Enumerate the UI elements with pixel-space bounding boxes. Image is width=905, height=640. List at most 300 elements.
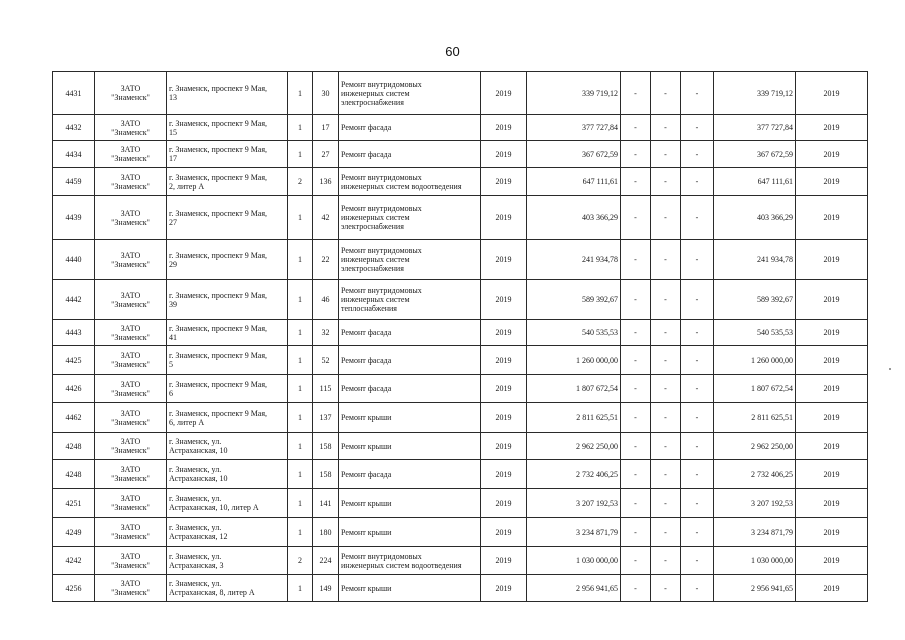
row-dash-3 <box>681 518 714 547</box>
row-total <box>714 433 796 460</box>
row-dash-2 <box>651 168 681 196</box>
row-id <box>53 403 95 433</box>
row-dash-1-text: - <box>634 384 637 393</box>
row-dash-1 <box>621 280 651 320</box>
row-org <box>95 489 167 518</box>
row-dash-1-text: - <box>634 123 637 132</box>
row-apartments <box>313 489 339 518</box>
row-id <box>53 460 95 489</box>
row-apartments <box>313 141 339 168</box>
row-work-type <box>339 196 481 240</box>
row-amount-text: 1 260 000,00 <box>576 355 618 365</box>
row-floors <box>288 196 313 240</box>
row-apartments <box>313 168 339 196</box>
row-end-year-text: 2019 <box>823 88 840 98</box>
row-org <box>95 141 167 168</box>
row-id-text: 4462 <box>65 413 82 422</box>
row-dash-2-text: - <box>664 149 667 159</box>
table-row <box>53 489 868 518</box>
row-dash-3-text: - <box>695 177 699 186</box>
table-row <box>53 72 868 115</box>
row-end-year-text: 2019 <box>823 413 840 422</box>
row-amount <box>527 433 621 460</box>
row-address <box>167 280 288 320</box>
row-dash-1 <box>621 168 651 196</box>
row-floors-text: 1 <box>298 149 302 159</box>
table-row <box>53 240 868 280</box>
row-total-text: 647 111,61 <box>757 177 793 186</box>
row-org-text: ЗАТО "Знаменск" <box>111 523 150 541</box>
row-apartments <box>313 196 339 240</box>
row-dash-1 <box>621 460 651 489</box>
row-year <box>481 489 527 518</box>
row-end-year <box>796 115 868 141</box>
table-row <box>53 547 868 575</box>
row-year <box>481 72 527 115</box>
row-work-type <box>339 575 481 602</box>
row-id-text: 4426 <box>65 384 82 393</box>
row-amount <box>527 240 621 280</box>
row-dash-3-text: - <box>695 255 699 264</box>
row-end-year <box>796 403 868 433</box>
row-dash-1-text: - <box>634 527 637 537</box>
row-address <box>167 115 288 141</box>
row-work-type <box>339 547 481 575</box>
row-work-type-text: Ремонт фасада <box>341 123 392 132</box>
row-work-type-text: Ремонт крыши <box>341 583 392 593</box>
row-work-type-text: Ремонт фасада <box>341 384 392 393</box>
row-floors <box>288 375 313 403</box>
row-apartments-text: 30 <box>321 88 330 98</box>
row-total-text: 339 719,12 <box>757 88 793 98</box>
row-address-text: г. Знаменск, проспект 9 Мая, 15 <box>169 118 268 137</box>
row-dash-1-text: - <box>634 255 637 264</box>
row-dash-1 <box>621 346 651 375</box>
row-end-year <box>796 346 868 375</box>
row-total-text: 2 732 406,25 <box>751 469 793 479</box>
row-id-text: 4442 <box>65 295 82 304</box>
row-org <box>95 433 167 460</box>
row-address-text: г. Знаменск, ул. Астраханская, 10 <box>169 437 228 455</box>
row-dash-2 <box>651 403 681 433</box>
row-apartments-text: 224 <box>319 556 332 565</box>
row-dash-2 <box>651 518 681 547</box>
row-apartments <box>313 240 339 280</box>
row-amount-text: 589 392,67 <box>582 295 618 304</box>
row-dash-1-text: - <box>634 149 637 159</box>
row-floors <box>288 141 313 168</box>
row-amount <box>527 575 621 602</box>
row-dash-3-text: - <box>695 123 699 132</box>
row-id-text: 4443 <box>65 328 82 337</box>
row-address <box>167 320 288 346</box>
row-work-type <box>339 375 481 403</box>
row-year <box>481 320 527 346</box>
row-year <box>481 518 527 547</box>
row-dash-2 <box>651 547 681 575</box>
row-dash-1 <box>621 489 651 518</box>
row-apartments-text: 115 <box>319 384 332 393</box>
row-total-text: 2 956 941,65 <box>751 583 793 593</box>
row-dash-1-text: - <box>634 469 637 479</box>
row-floors <box>288 433 313 460</box>
row-year <box>481 280 527 320</box>
row-work-type-text: Ремонт крыши <box>341 498 392 508</box>
row-end-year <box>796 196 868 240</box>
row-address <box>167 168 288 196</box>
row-address-text: г. Знаменск, проспект 9 Мая, 6 <box>169 379 268 398</box>
row-id-text: 4249 <box>65 527 82 537</box>
row-dash-2-text: - <box>664 469 667 479</box>
row-apartments <box>313 547 339 575</box>
row-work-type <box>339 115 481 141</box>
row-amount-text: 3 234 871,79 <box>576 527 618 537</box>
row-dash-2 <box>651 72 681 115</box>
row-apartments-text: 27 <box>321 149 330 159</box>
row-org-text: ЗАТО "Знаменск" <box>111 208 150 227</box>
row-org <box>95 346 167 375</box>
row-dash-2-text: - <box>664 355 667 365</box>
row-amount <box>527 115 621 141</box>
row-dash-2 <box>651 433 681 460</box>
row-org-text: ЗАТО "Знаменск" <box>111 145 150 163</box>
row-dash-3-text: - <box>695 556 699 565</box>
row-amount-text: 2 732 406,25 <box>576 469 618 479</box>
row-total <box>714 320 796 346</box>
row-floors-text: 1 <box>298 441 302 451</box>
row-work-type <box>339 168 481 196</box>
row-org-text: ЗАТО "Знаменск" <box>111 579 150 597</box>
row-org <box>95 72 167 115</box>
row-floors <box>288 320 313 346</box>
row-address-text: г. Знаменск, проспект 9 Мая, 29 <box>169 250 268 269</box>
row-id <box>53 196 95 240</box>
row-org-text: ЗАТО "Знаменск" <box>111 323 150 342</box>
row-end-year <box>796 280 868 320</box>
row-amount-text: 2 962 250,00 <box>576 441 618 451</box>
row-dash-2-text: - <box>664 413 667 422</box>
row-dash-2-text: - <box>664 583 667 593</box>
row-floors-text: 1 <box>298 413 302 422</box>
row-floors-text: 1 <box>298 583 302 593</box>
row-total-text: 1 260 000,00 <box>751 355 793 365</box>
row-work-type-text: Ремонт крыши <box>341 413 392 422</box>
row-total <box>714 375 796 403</box>
row-apartments-text: 149 <box>319 583 332 593</box>
row-work-type-text: Ремонт крыши <box>341 527 392 537</box>
row-year <box>481 433 527 460</box>
row-address-text: г. Знаменск, проспект 9 Мая, 39 <box>169 290 268 309</box>
row-dash-1 <box>621 320 651 346</box>
row-dash-3-text: - <box>695 527 699 537</box>
table-body <box>53 72 868 602</box>
row-apartments <box>313 575 339 602</box>
row-dash-2-text: - <box>664 527 667 537</box>
row-floors-text: 1 <box>298 527 302 537</box>
row-dash-1-text: - <box>634 328 637 337</box>
row-org-text: ЗАТО "Знаменск" <box>111 351 150 369</box>
row-address-text: г. Знаменск, ул. Астраханская, 8, литер А <box>169 579 255 597</box>
row-org <box>95 115 167 141</box>
row-amount <box>527 72 621 115</box>
row-end-year <box>796 168 868 196</box>
row-dash-2-text: - <box>664 441 667 451</box>
row-amount-text: 377 727,84 <box>582 123 618 132</box>
row-apartments-text: 42 <box>321 213 330 222</box>
table-row <box>53 168 868 196</box>
row-dash-3 <box>681 196 714 240</box>
row-dash-1 <box>621 375 651 403</box>
row-total-text: 1 807 672,54 <box>751 384 793 393</box>
table-row <box>53 280 868 320</box>
row-dash-1 <box>621 141 651 168</box>
row-address-text: г. Знаменск, ул. Астраханская, 10, литер А <box>169 494 259 512</box>
table-row <box>53 346 868 375</box>
row-dash-3-text: - <box>695 149 699 159</box>
row-dash-1 <box>621 518 651 547</box>
row-address <box>167 375 288 403</box>
row-total <box>714 575 796 602</box>
row-year <box>481 547 527 575</box>
row-dash-3-text: - <box>695 441 699 451</box>
row-amount-text: 367 672,59 <box>582 149 618 159</box>
row-work-type <box>339 346 481 375</box>
row-dash-2 <box>651 460 681 489</box>
row-dash-2 <box>651 575 681 602</box>
row-dash-3-text: - <box>695 583 699 593</box>
row-year-text: 2019 <box>495 583 512 593</box>
row-floors <box>288 280 313 320</box>
row-address <box>167 460 288 489</box>
row-end-year-text: 2019 <box>823 384 840 393</box>
row-work-type-text: Ремонт фасада <box>341 149 392 159</box>
row-dash-3 <box>681 433 714 460</box>
table-row <box>53 320 868 346</box>
row-year-text: 2019 <box>495 384 512 393</box>
table-row <box>53 575 868 602</box>
row-dash-1 <box>621 433 651 460</box>
row-total <box>714 280 796 320</box>
row-year-text: 2019 <box>495 498 512 508</box>
row-apartments <box>313 320 339 346</box>
row-apartments-text: 141 <box>319 498 332 508</box>
row-address-text: г. Знаменск, ул. Астраханская, 12 <box>169 523 228 541</box>
row-end-year <box>796 547 868 575</box>
row-dash-1 <box>621 72 651 115</box>
row-total <box>714 196 796 240</box>
row-dash-3-text: - <box>695 413 699 422</box>
row-floors <box>288 460 313 489</box>
row-address <box>167 575 288 602</box>
row-dash-2 <box>651 375 681 403</box>
row-work-type-text: Ремонт внутридомовых инженерных систем электроснабжения <box>341 79 422 107</box>
row-floors <box>288 168 313 196</box>
row-total-text: 3 207 192,53 <box>751 498 793 508</box>
row-apartments <box>313 346 339 375</box>
row-year-text: 2019 <box>495 177 512 186</box>
row-address-text: г. Знаменск, ул. Астраханская, 3 <box>169 551 224 570</box>
row-apartments <box>313 460 339 489</box>
row-total <box>714 346 796 375</box>
row-end-year-text: 2019 <box>823 149 840 159</box>
row-org-text: ЗАТО "Знаменск" <box>111 551 150 570</box>
row-amount-text: 2 956 941,65 <box>576 583 618 593</box>
row-dash-1 <box>621 547 651 575</box>
row-floors <box>288 518 313 547</box>
row-year-text: 2019 <box>495 413 512 422</box>
row-dash-2 <box>651 115 681 141</box>
row-floors-text: 1 <box>298 88 302 98</box>
row-address <box>167 489 288 518</box>
row-floors <box>288 115 313 141</box>
row-dash-3 <box>681 141 714 168</box>
row-year <box>481 575 527 602</box>
row-amount-text: 241 934,78 <box>582 255 618 264</box>
row-amount-text: 647 111,61 <box>582 177 618 186</box>
row-year <box>481 141 527 168</box>
row-apartments <box>313 433 339 460</box>
row-floors-text: 1 <box>298 384 302 393</box>
row-dash-3 <box>681 240 714 280</box>
row-org <box>95 375 167 403</box>
row-total-text: 589 392,67 <box>757 295 793 304</box>
row-address <box>167 240 288 280</box>
row-address-text: г. Знаменск, проспект 9 Мая, 5 <box>169 351 268 369</box>
row-amount <box>527 280 621 320</box>
row-total <box>714 403 796 433</box>
row-year <box>481 240 527 280</box>
scan-speck <box>889 368 891 370</box>
row-work-type <box>339 141 481 168</box>
row-work-type-text: Ремонт фасада <box>341 328 392 337</box>
row-total-text: 2 962 250,00 <box>751 441 793 451</box>
row-dash-2 <box>651 196 681 240</box>
row-total <box>714 240 796 280</box>
row-apartments-text: 22 <box>321 255 330 264</box>
row-total <box>714 489 796 518</box>
row-work-type <box>339 433 481 460</box>
row-end-year-text: 2019 <box>823 295 840 304</box>
row-floors <box>288 346 313 375</box>
row-end-year-text: 2019 <box>823 441 840 451</box>
row-total-text: 241 934,78 <box>757 255 793 264</box>
row-dash-2-text: - <box>664 498 667 508</box>
row-apartments-text: 136 <box>319 177 332 186</box>
row-apartments <box>313 403 339 433</box>
row-org-text: ЗАТО "Знаменск" <box>111 84 150 102</box>
table-row <box>53 460 868 489</box>
row-dash-2-text: - <box>664 384 667 393</box>
row-dash-2 <box>651 320 681 346</box>
row-dash-2 <box>651 280 681 320</box>
row-id-text: 4248 <box>65 469 82 479</box>
row-work-type-text: Ремонт внутридомовых инженерных систем теплоснабжения <box>341 286 422 313</box>
table-row <box>53 141 868 168</box>
row-amount-text: 339 719,12 <box>582 88 618 98</box>
row-dash-3-text: - <box>695 328 699 337</box>
row-dash-3-text: - <box>695 355 699 365</box>
row-total <box>714 518 796 547</box>
row-year-text: 2019 <box>495 527 512 537</box>
row-amount-text: 2 811 625,51 <box>576 413 618 422</box>
row-work-type-text: Ремонт внутридомовых инженерных систем электроснабжения <box>341 204 422 231</box>
row-dash-3-text: - <box>695 384 699 393</box>
row-id <box>53 141 95 168</box>
row-org <box>95 460 167 489</box>
row-dash-3 <box>681 115 714 141</box>
row-amount <box>527 320 621 346</box>
row-dash-2-text: - <box>664 213 667 222</box>
row-amount <box>527 346 621 375</box>
row-floors <box>288 489 313 518</box>
row-id <box>53 547 95 575</box>
row-dash-1-text: - <box>634 498 637 508</box>
row-id <box>53 575 95 602</box>
row-org <box>95 320 167 346</box>
row-work-type <box>339 320 481 346</box>
row-id-text: 4439 <box>65 213 82 222</box>
row-address <box>167 403 288 433</box>
row-id <box>53 346 95 375</box>
row-end-year-text: 2019 <box>823 583 840 593</box>
table-row <box>53 518 868 547</box>
row-year-text: 2019 <box>495 149 512 159</box>
row-year-text: 2019 <box>495 556 512 565</box>
row-dash-1 <box>621 196 651 240</box>
row-work-type-text: Ремонт крыши <box>341 441 392 451</box>
row-amount <box>527 196 621 240</box>
row-dash-2 <box>651 346 681 375</box>
row-year <box>481 115 527 141</box>
row-dash-3 <box>681 547 714 575</box>
row-end-year <box>796 320 868 346</box>
row-dash-3 <box>681 280 714 320</box>
row-apartments-text: 180 <box>319 527 332 537</box>
row-end-year <box>796 72 868 115</box>
row-dash-1 <box>621 240 651 280</box>
row-id <box>53 518 95 547</box>
row-year-text: 2019 <box>495 213 512 222</box>
row-id-text: 4434 <box>65 149 82 159</box>
row-org <box>95 196 167 240</box>
row-amount-text: 1 807 672,54 <box>576 384 618 393</box>
row-dash-3 <box>681 346 714 375</box>
row-work-type <box>339 403 481 433</box>
row-amount <box>527 141 621 168</box>
row-end-year <box>796 433 868 460</box>
row-address-text: г. Знаменск, проспект 9 Мая, 41 <box>169 323 268 342</box>
row-floors <box>288 72 313 115</box>
row-amount-text: 540 535,53 <box>582 328 618 337</box>
row-org <box>95 403 167 433</box>
row-dash-2-text: - <box>664 255 667 264</box>
row-dash-1-text: - <box>634 413 637 422</box>
row-dash-1-text: - <box>634 88 637 98</box>
row-dash-2 <box>651 141 681 168</box>
row-work-type-text: Ремонт внутридомовых инженерных систем электроснабжения <box>341 246 422 273</box>
row-work-type <box>339 460 481 489</box>
row-dash-1 <box>621 115 651 141</box>
row-year <box>481 196 527 240</box>
row-dash-3 <box>681 168 714 196</box>
row-dash-3 <box>681 489 714 518</box>
row-total-text: 540 535,53 <box>757 328 793 337</box>
row-dash-1 <box>621 575 651 602</box>
row-work-type-text: Ремонт фасада <box>341 355 392 365</box>
row-org-text: ЗАТО "Знаменск" <box>111 118 150 137</box>
row-end-year-text: 2019 <box>823 355 840 365</box>
row-floors <box>288 547 313 575</box>
